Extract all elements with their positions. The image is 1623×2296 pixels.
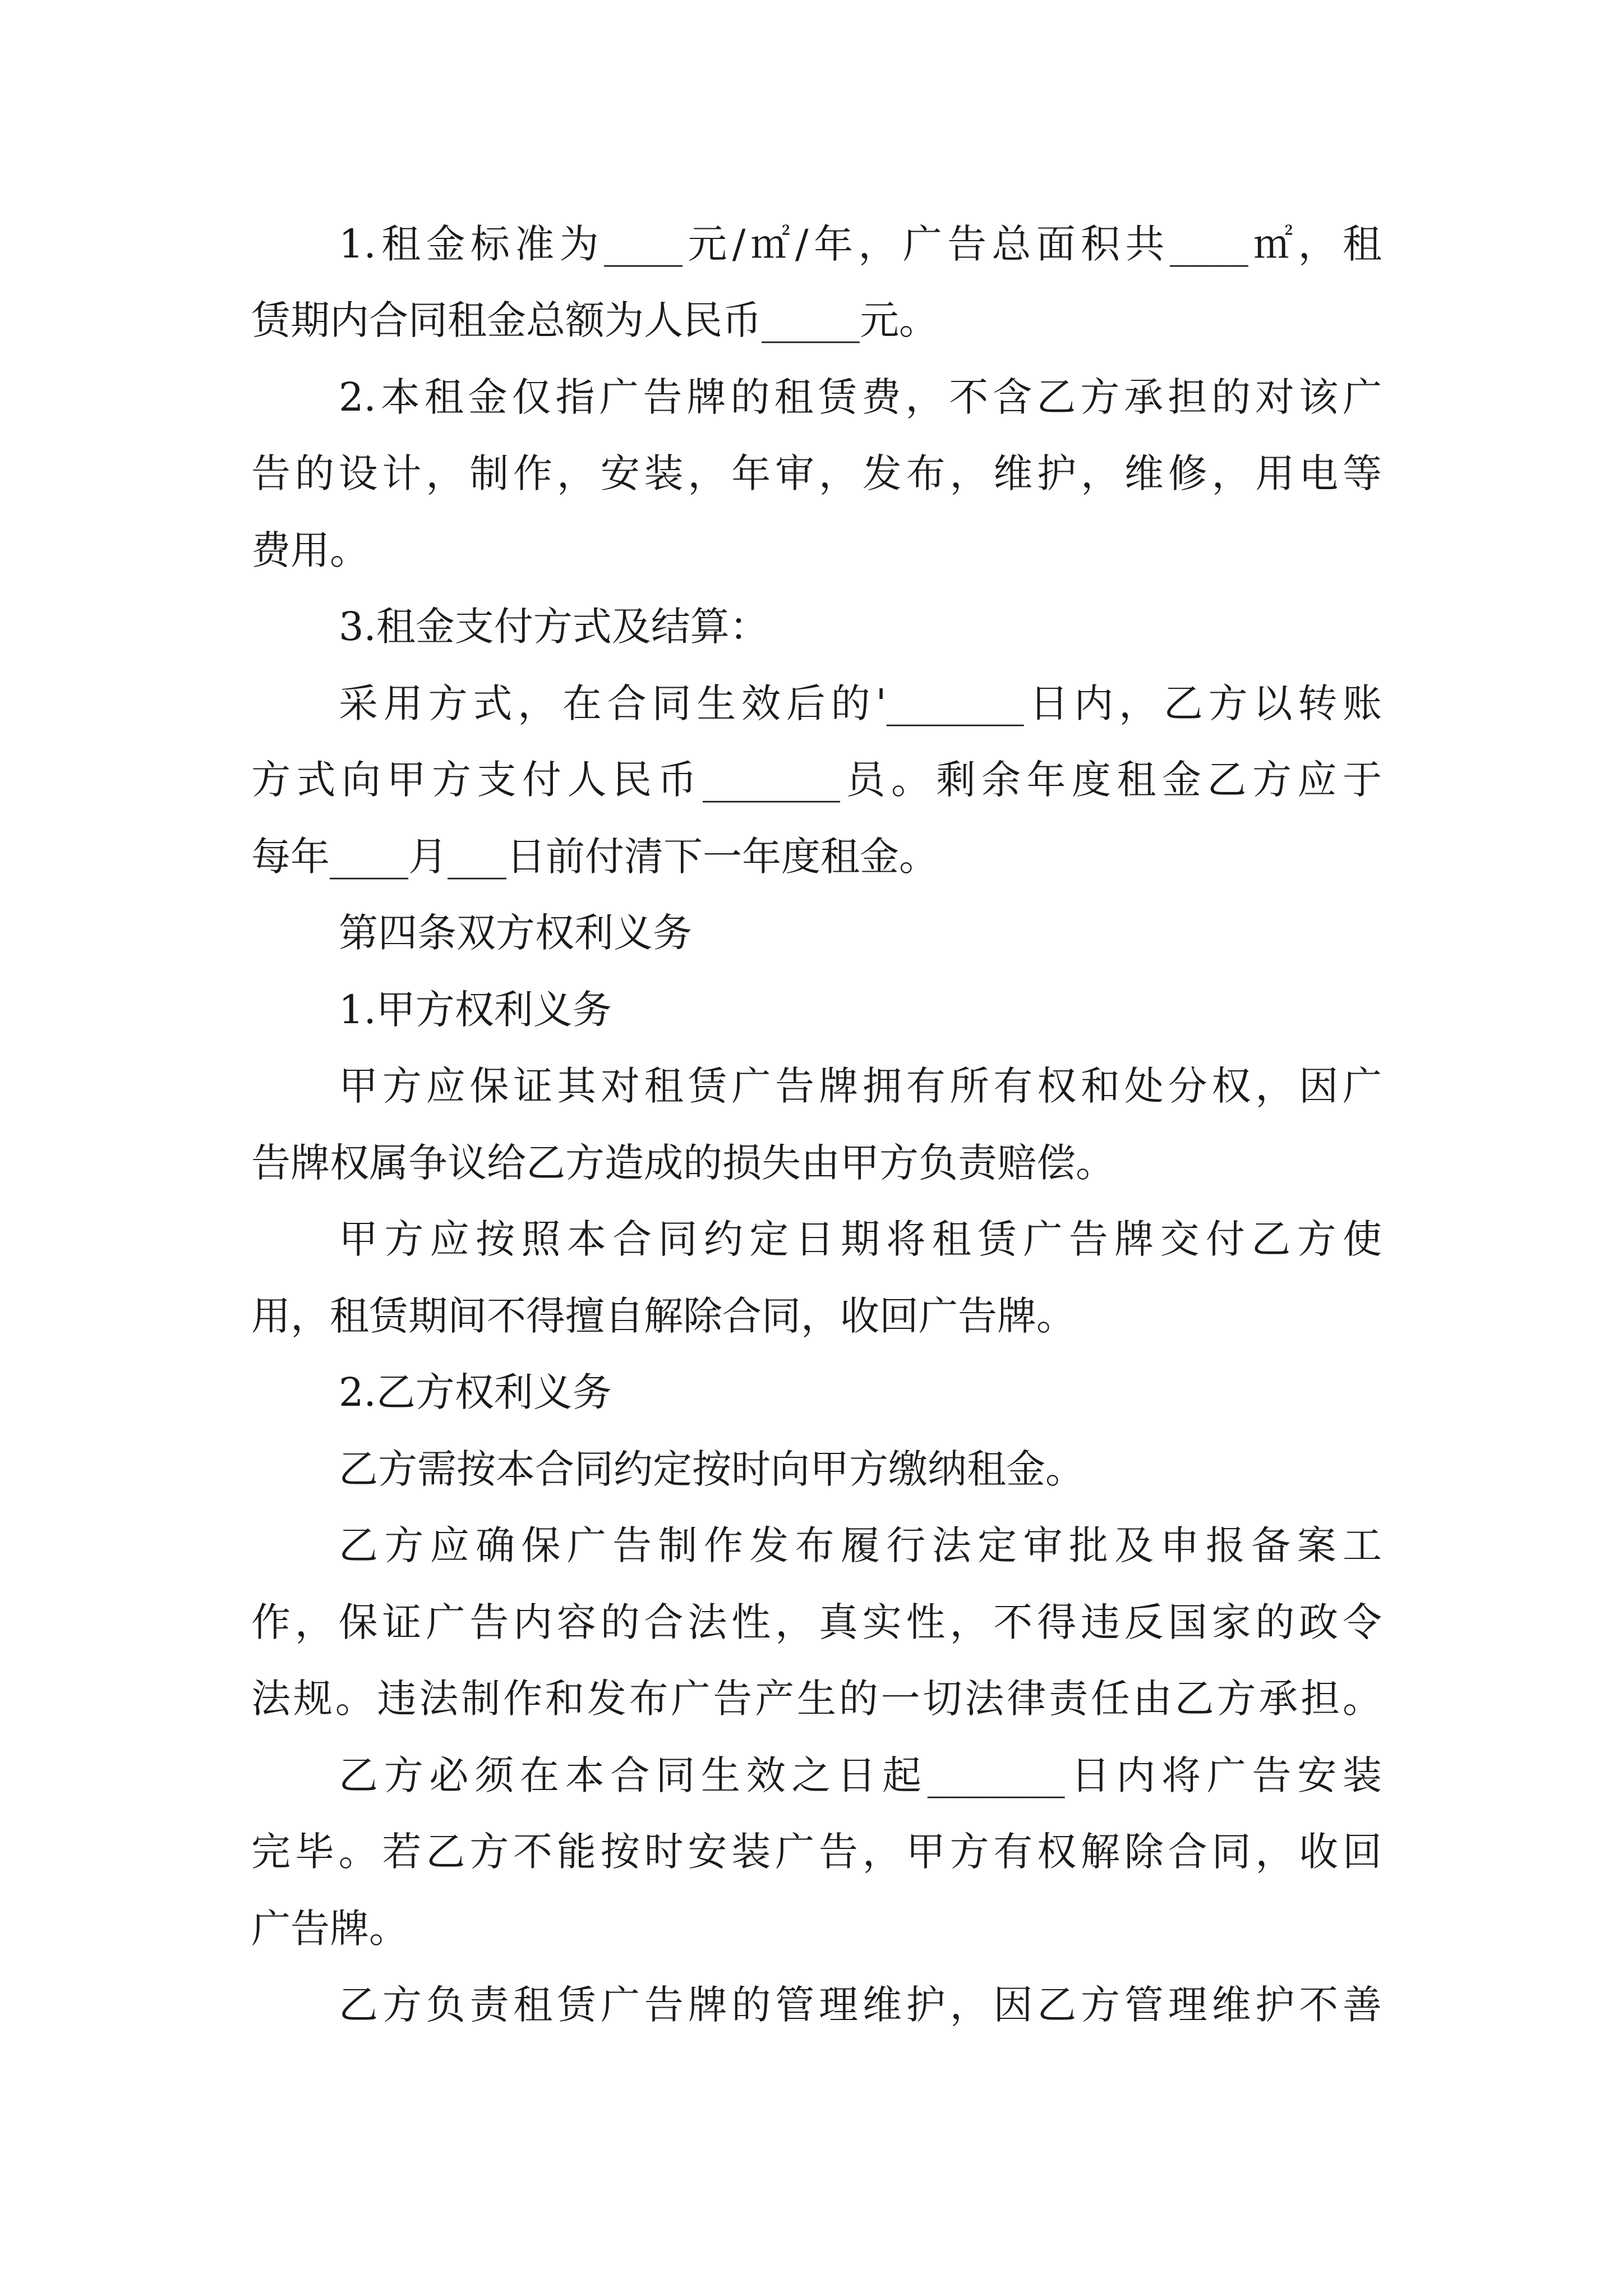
paragraph-line: 乙方需按本合同约定按时向甲方缴纳租金。: [339, 1446, 1085, 1492]
paragraph-line: 每年____月___日前付清下一年度租金。: [251, 834, 938, 880]
paragraph-line: 采用方式，在合同生效后的'_______日内，乙方以转账: [339, 680, 1382, 726]
paragraph-line: 方式向甲方支付人民币_______员。剩余年度租金乙方应于: [251, 757, 1382, 803]
section-heading: 第四条双方权利义务: [339, 910, 692, 956]
paragraph-line: 甲方应按照本合同约定日期将租赁广告牌交付乙方使: [339, 1216, 1382, 1262]
paragraph-line: 广告牌。: [251, 1906, 408, 1952]
paragraph-line: 法规。违法制作和发布广告产生的一切法律责任由乙方承担。: [251, 1676, 1382, 1722]
paragraph-line: 完毕。若乙方不能按时安装广告，甲方有权解除合同，收回: [251, 1829, 1382, 1875]
paragraph-line: 赁期内合同租金总额为人民币_____元。: [251, 297, 938, 343]
paragraph-line: 2.本租金仅指广告牌的租赁费，不含乙方承担的对该广: [339, 374, 1382, 420]
paragraph-line: 乙方应确保广告制作发布履行法定审批及申报备案工: [339, 1522, 1382, 1568]
paragraph-line: 乙方必须在本合同生效之日起_______日内将广告安装: [339, 1752, 1382, 1798]
paragraph-line: 用，租赁期间不得擅自解除合同，收回广告牌。: [251, 1293, 1076, 1339]
paragraph-line: 告牌权属争议给乙方造成的损失由甲方负责赔偿。: [251, 1140, 1115, 1186]
paragraph-line: 1.甲方权利义务: [339, 987, 612, 1033]
paragraph-line: 乙方负责租赁广告牌的管理维护，因乙方管理维护不善: [339, 1982, 1382, 2028]
paragraph-line: 费用。: [251, 527, 369, 573]
paragraph-line: 2.乙方权利义务: [339, 1369, 612, 1415]
paragraph-line: 作，保证广告内容的合法性，真实性，不得违反国家的政令: [251, 1599, 1382, 1645]
paragraph-line: 甲方应保证其对租赁广告牌拥有所有权和处分权，因广: [339, 1063, 1382, 1109]
paragraph-line: 1.租金标准为____元/㎡/年，广告总面积共____㎡，租: [339, 221, 1382, 267]
paragraph-line: 告的设计，制作，安装，年审，发布，维护，维修，用电等: [251, 450, 1382, 496]
paragraph-line: 3.租金支付方式及结算：: [339, 604, 769, 650]
